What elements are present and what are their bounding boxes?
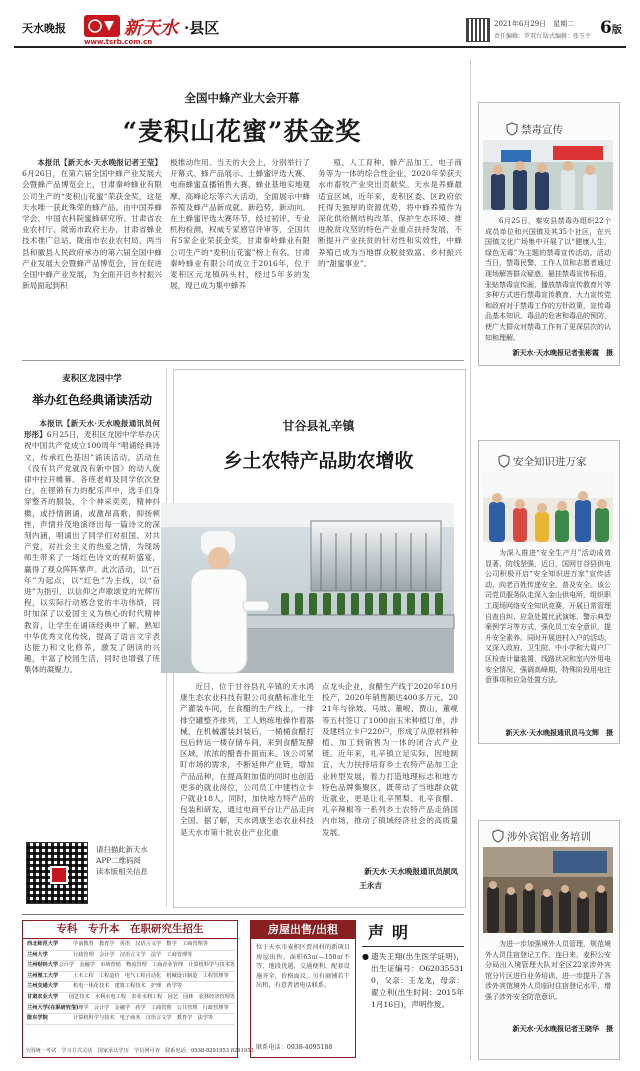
foreign-affairs-body: [485, 939, 611, 1023]
sidebar-rule: [470, 60, 471, 1060]
masthead-rule: [14, 46, 626, 48]
foreign-affairs-photo: [483, 847, 613, 933]
training-room-illustration: [483, 847, 613, 933]
majors-cell: 园艺技术 水利水电工程 农业水利工程 园艺 园林 农林经济管理等: [68, 993, 235, 1000]
majors-cell: 行政管理 会计学 汉语言文学 法学 工商管理等: [73, 951, 193, 958]
statement-ad: [362, 920, 464, 1056]
section-name: ·县区: [184, 19, 220, 37]
safety-photo: [483, 472, 613, 542]
qr-caption: 请扫描此新天水APP二维码阅读本版相关信息: [96, 845, 148, 876]
safety-text: 为深入推进“安全生产月”活动成效显著、防线坚强，近日，国网甘谷县供电公司积极开启“安全知识进万家”宣传活动，向老百姓传递安全、普及安全。该公司党员服务队走深入金山供电所，组织职工现场网络安全知识竞赛，开展日常管理自查自纠、应急处置比武演练、警示典型案例学习等方式，强化员工安全意识，提升安全素养。同时开展进村入户的活动，又深入政府、卫生院、中小学和大周户厂区检查计量装置，线路状况和室内外用电安全情况，强调高峰期、特殊阶段用电注意事项和应急处置方法。: [485, 549, 611, 685]
bottling-line-photo: [161, 503, 454, 673]
lead-kicker: 全国中蜂产业大会开幕: [184, 91, 300, 105]
table-row: [25, 1014, 235, 1025]
anti-drug-body: [485, 216, 611, 346]
shield-icon: [505, 122, 519, 136]
recruit-ad-footer: 全国统一考试 学习方式灵活 国家承认学历 学信网可查 联系电话：0938-8291953 8291953: [25, 1048, 254, 1054]
ethics-kicker: 麦积区龙园中学: [62, 374, 122, 384]
paper-name: 天水晚报: [22, 22, 66, 35]
table-row: [25, 940, 235, 951]
ethics-byline: 本报讯【新天水·天水晚报通讯员何形彤】: [24, 419, 160, 440]
school-name-cell: 兰州财经大学: [27, 962, 59, 969]
bullet-icon: ●: [362, 952, 369, 961]
masthead: [0, 0, 640, 50]
ethics-qr-code: [26, 842, 88, 904]
masthead-logo: [84, 15, 120, 37]
recruit-ad-table: [23, 939, 237, 1026]
school-name-cell: 兰州大学: [27, 951, 48, 958]
table-row: [25, 951, 235, 962]
ethics-body-text: 6月25日，麦积区龙园中学举办庆祝中国共产党成立100周年“唱诵经典诗文，传承红色基因”诵读活动。活动在《没有共产党就没有新中国》的动人旋律中拉开帷幕。各班老师及同学依次登台，在铿锵有力的配乐声中，选手们身穿整齐的服装，个个神采奕奕，精神抖擞，或抒情朗诵，或激昂高歌，抑扬顿挫，声情并茂地演绎出每一篇诗文的深刻内涵，唱诵出了同学们对祖国、对共产党，对社会主义的热爱之情，为现场师生带来了一场红色诗文的视听盛宴，赢得了观众阵阵掌声。此次活动，以“百年”为起点，以“红色”为主线，以“奋进”为指引，以信仰之声歌颂党的光辉历程，以实际行动感念党的丰功伟绩，同时加深了以爱国主义为核心的时代精神教育，让学生在诵读经典中了解、熟知中华优秀文化传统，提高了语言文字表达能力和文化修养，激发了朗读的兴趣，丰富了校园生活，同时也增强了班集体的凝聚力。: [24, 430, 160, 675]
anti-drug-title: 禁毒宣传: [521, 124, 563, 136]
ethics-headline: 举办红色经典诵读活动: [31, 393, 152, 407]
table-row: [25, 993, 235, 1004]
school-name-cell: 陇东学院: [27, 1015, 48, 1022]
school-name-cell: 兰州大学(在职研究生): [27, 1004, 79, 1011]
statement-title-rule: [362, 946, 464, 947]
foreign-affairs-title: 涉外宾馆业务培训: [507, 831, 591, 843]
statement-title: 声明: [368, 923, 417, 942]
header-qr-code: [466, 18, 490, 42]
anti-drug-credit: 新天水·天水晚报记者张彬霞 摄: [512, 348, 613, 357]
majors-cell: 会计学 金融学 市场营销 物流管理 工商企业管理 计算机科学与技术等: [58, 962, 235, 969]
housing-ad-body: 位于天水市麦积区贾河村的新项目房屋出售，面积63㎡—150㎡不等，地段优越，交通便利，配套设施齐全，价格面议。另有商铺若干出租，有意者请电话联系。: [256, 944, 350, 990]
bottling-line-illustration: [161, 503, 454, 673]
table-row: [25, 1004, 235, 1015]
lead-byline: 本报讯【新天水·天水晚报记者王莹】: [37, 158, 162, 167]
qr-center-logo: [50, 866, 68, 884]
feature-kicker: 甘谷县礼辛镇: [282, 419, 355, 433]
table-row: [25, 961, 235, 972]
school-name-cell: 西北师范大学: [27, 941, 59, 947]
shield-icon: [491, 829, 505, 843]
logo-text: 新天水: [124, 18, 178, 39]
housing-ad-title: 房屋出售/出租: [251, 921, 355, 939]
issue-date: 2021年6月29日 星期二: [494, 20, 575, 28]
lead-divider: [22, 360, 464, 361]
lead-column-2: [170, 157, 310, 352]
feature-credit-1: 新天水·天水晚报通讯员颉凤: [364, 867, 458, 876]
anti-drug-text: 6月25日，秦安县禁毒办组织22个成员单位和兴国镇及其35个社区，在兴国镇文化广场集中开展了以“健康人生，绿色无毒”为主题的禁毒宣传活动。活动当日，禁毒民警、工作人员和志愿者通过现场解答群众疑惑，悬挂禁毒宣传标语，张贴禁毒宣传画，播放禁毒宣传教育片等多种方式进行禁毒宣传教育，大力宣传党和政府对于禁毒工作的方针政策，宣传毒品基本知识、毒品的危害和毒品的预防，使广大群众对禁毒工作有了更深层次的认知和理解。: [485, 217, 611, 342]
safety-title: 安全知识进万家: [513, 456, 587, 468]
page-number-digit: 6: [600, 18, 612, 38]
majors-cell: 护理学 会计学 金融学 药学 工商管理 公共管理 行政管理等: [73, 1004, 229, 1011]
recruit-ad-title: 专科 专升本 在职研究生招生: [23, 921, 237, 939]
majors-cell: 土木工程 工程造价 电气工程自动化 机械设计制造 工程管理等: [73, 972, 229, 979]
school-name-cell: 兰州理工大学: [27, 972, 59, 979]
feature-col2-text: 点龙头企业，食醋生产线于2020年10月投产，2020年销售额达400多万元，2021年与徐坡、马坡、董岘、贾山、董岘等五村签订了1000亩玉米种植订单，涉及建档立卡户220户，形成了从原材料种植、加工到销售为一体的闭合式产业链。近年来，礼辛镇立足实际，因地制宜，大力扶持培育乡土农特产品加工企业转型发展，着力打造地理标志和地方特色品牌集聚区，既带动了当地群众就近就业，更是让礼辛黑梨、礼辛食醋、礼辛辣椒等一系列乡土农特产品走俏国内市场，推动了镇域经济社会的高质量发展。: [322, 682, 458, 837]
recruit-ad: [22, 920, 254, 1058]
anti-drug-photo: [483, 140, 613, 210]
school-name-cell: 兰州交通大学: [27, 983, 59, 990]
school-name-cell: 甘肃农业大学: [27, 993, 59, 1000]
ads-rule: [22, 914, 464, 915]
foreign-affairs-text: 为进一步加强境外人员管理，规范境外人员住宿登记工作。连日来，麦积公安分局出入境管理大队对全区22家涉外宾馆分片区进行业务培训，进一步提升了各涉外宾馆境外人员临时住宿登记水平，增强了涉外安全防范意识。: [485, 940, 611, 1001]
safety-body: [485, 548, 611, 724]
anti-drug-illustration: [483, 140, 613, 210]
page-number: [600, 18, 622, 38]
majors-cell: 学前教育 教育学 英语 汉语言文学 数学 工商管理等: [73, 941, 208, 947]
table-row: [25, 972, 235, 983]
feature-credit-2: 王永吉: [359, 881, 382, 890]
website: www.tsrb.com.cn: [84, 38, 153, 46]
lead-col2-text: 极推动作用。当天的大会上，分别举行了开幕式、蜂产品展示、土蜂蜜评选大赛、电商蜂蜜直播销售大赛、蜂业基地实地观摩、高峰论坛等六大活动，全面展示中蜂养殖及蜂产品新成就、新趋势、新动向。在土蜂蜜评选大赛环节，经过初评、专业机构检测，权威专家感官评审等，全国共有5家企业荣获金奖，甘肃秦岭蜂业有限公司生产的“麦积山花蜜”榜上有名。甘肃秦岭蜂业有限公司成立于2016年，位于麦积区元龙镇码头村，经过5年多的发展，现已成为集中蜂养: [170, 158, 310, 291]
lead-headline: “麦积山花蜜”获金奖: [122, 117, 362, 146]
page-number-unit: 版: [611, 25, 622, 36]
housing-ad-contact: 联系电话：0938-4095188: [256, 1044, 333, 1051]
feature-column-2: [322, 681, 458, 861]
foreign-affairs-credit: 新天水·天水晚报记者王晓华 摄: [512, 1024, 613, 1033]
feature-headline: 乡土农特产品助农增收: [223, 450, 414, 472]
feature-col1-text: 近日，位于甘谷县礼辛镇的天水鸿康生态农业科技有限公司食醋标准化生产灌装车间，在食醋的生产线上，一排排空罐整齐排列，工人熟练地操作着器械，在机械灌装封装后，一桶桶食醋打包后转运一楼存储车间，来到食醋发酵区域，浓浓的醋香扑面而来。该公司紧盯市场的需求，不断延伸产业链，增加产品品种，在提高附加值的同时也创造更多的就业岗位，公司员工中建档立卡户就业18人，同时，加快地方特产品的包装和研发，通过电商平台让产品走向全国。据了解，天水鸿康生态农业科技是天水市第十批农业产业化重: [180, 682, 314, 837]
statement-body: 遗失王翔(出生医学证明)，出生证编号：O620355310，父亲：王龙龙，母亲：翟立利(出生时间：2015年1月16日)，声明作废。: [370, 952, 464, 1009]
designer-credit: 版式编辑：张玉平: [543, 33, 592, 40]
shield-icon: [497, 454, 511, 468]
lead-col1-text: 6月26日，在第六届全国中蜂产业发展大会暨蜂产品博览会上，甘肃秦岭蜂业有限公司生产的“麦积山花蜜”荣获金奖，这是天水唯一获此殊荣的蜂产品。由中国养蜂学会、中国农科院蜜蜂研究所、甘肃省农业农村厅、陇南市政府主办，甘肃省蜂业技术推广总站、陇南市农业农村局、两当县和徽县人民政府承办的第六届全国中蜂产业发展大会暨蜂产品博览会，旨在促进全国中蜂产业发展，为全面开启乡村振兴新局面起到积: [22, 169, 162, 291]
lead-column-3: [318, 157, 462, 352]
table-row: [25, 982, 235, 993]
safety-illustration: [483, 472, 613, 542]
majors-cell: 计算机科学与技术 电子商务 汉语言文学 教育学 法学等: [73, 1015, 214, 1022]
majors-cell: 机电一体化技术 建筑工程技术 护理 药学等: [73, 983, 182, 990]
logo-emblem-icon: [84, 15, 120, 37]
ethics-body: [24, 418, 160, 830]
lead-col3-text: 殖、人工育种、蜂产品加工、电子商务等为一体的综合性企业，2020年荣获天水市畜牧产业突出贡献奖。天水是养蜂最适宜区域，近年来，麦积区委、区政府依托得天独厚的资源优势，将中蜂养殖作为深化供给侧结构改革、保护生态环境、推进脱贫攻坚的特色产业重点扶持发展，不断提升产业扶贫的针对性和实效性，中蜂养殖已成为当地群众脱贫致富、乡村振兴的“甜蜜事业”。: [318, 158, 462, 268]
safety-credit: 新天水·天水晚报通讯员马文辉 摄: [505, 728, 613, 737]
housing-ad: [250, 920, 356, 1058]
lead-column-1: [22, 157, 162, 352]
editor-credit: 责任编辑：罗双台: [494, 33, 543, 40]
feature-column-1: [180, 681, 314, 887]
